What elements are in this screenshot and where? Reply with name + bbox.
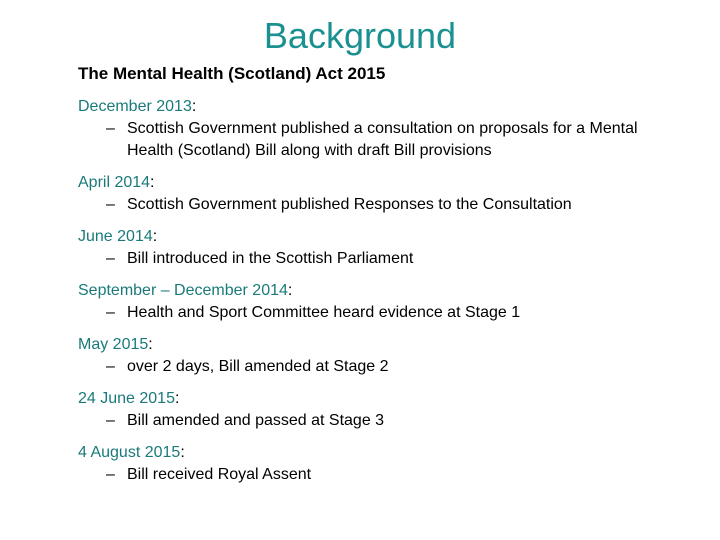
dash-bullet: – (106, 466, 115, 483)
event-detail (78, 118, 678, 162)
timeline-event (78, 388, 678, 432)
event-detail-text: Health and Sport Committee heard evidence at Stage 1 (127, 304, 521, 321)
event-detail (78, 302, 678, 324)
timeline-event (78, 96, 678, 162)
event-detail (78, 194, 678, 216)
slide-subtitle: The Mental Health (Scotland) Act 2015 (78, 64, 386, 83)
timeline-event (78, 442, 678, 486)
timeline-event (78, 172, 678, 216)
dash-bullet: – (106, 412, 115, 429)
event-date: December 2013 (78, 98, 192, 115)
event-date-line: 24 June 2015: (78, 390, 180, 407)
event-date: April 2014 (78, 174, 151, 191)
event-date-line: December 2013: (78, 98, 197, 115)
timeline-event (78, 226, 678, 270)
event-detail-text: Bill amended and passed at Stage 3 (127, 412, 385, 429)
event-detail-text: Scottish Government published Responses to the Consultation (127, 196, 572, 213)
dash-bullet: – (106, 304, 115, 321)
event-date-line: 4 August 2015: (78, 444, 185, 461)
event-date: September – December 2014 (78, 282, 288, 299)
event-detail-text: over 2 days, Bill amended at Stage 2 (127, 358, 389, 375)
dash-bullet: – (106, 250, 115, 267)
event-date: May 2015 (78, 336, 149, 353)
event-detail (78, 356, 678, 378)
event-detail-text: Scottish Government published a consultation on proposals for a Mental Health (Scotland) Bill along with draft Bill provisions (127, 120, 638, 159)
event-date: 4 August 2015 (78, 444, 181, 461)
event-date-line: September – December 2014: (78, 282, 293, 299)
event-date: June 2014 (78, 228, 153, 245)
event-date-line: May 2015: (78, 336, 153, 353)
event-detail-text: Bill received Royal Assent (127, 466, 312, 483)
event-date-line: April 2014: (78, 174, 155, 191)
event-detail (78, 248, 678, 270)
dash-bullet: – (106, 120, 115, 137)
event-detail (78, 410, 678, 432)
dash-bullet: – (106, 196, 115, 213)
timeline-event (78, 334, 678, 378)
event-date-line: June 2014: (78, 228, 158, 245)
timeline-list (78, 96, 678, 496)
slide-title: Background (263, 15, 457, 56)
event-date: 24 June 2015 (78, 390, 175, 407)
event-detail-text: Bill introduced in the Scottish Parliament (127, 250, 414, 267)
dash-bullet: – (106, 358, 115, 375)
timeline-event (78, 280, 678, 324)
event-detail (78, 464, 678, 486)
